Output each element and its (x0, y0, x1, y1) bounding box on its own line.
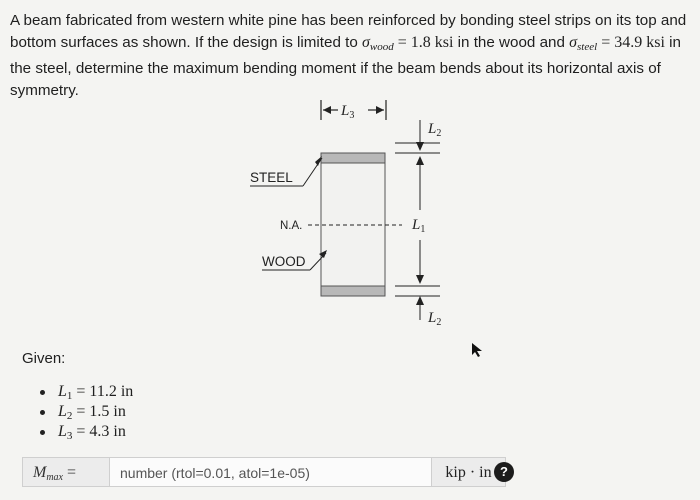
sigma-wood-symbol: σ (362, 34, 370, 51)
neutral-axis-label: N.A. (280, 220, 303, 232)
problem-text-3: in the steel, determine the maximum bending moment if the beam bends about its horizontal axis of symmetry. (10, 34, 681, 99)
dim-L2-top-label: $L_2$ (428, 121, 442, 139)
dim-right (395, 120, 441, 328)
given-list (40, 382, 133, 442)
beam-cross-section-figure (240, 98, 470, 338)
bottom-steel-strip (321, 286, 385, 296)
dim-L2-bottom-label: $L_2$ (428, 310, 442, 328)
given-label: Given: (22, 350, 66, 367)
sigma-steel-sub: steel (577, 41, 598, 53)
sigma-steel-value: = 34.9 ksi (597, 34, 665, 51)
dim-L3-label: $L_3$ (341, 103, 355, 121)
help-icon[interactable]: ? (494, 462, 514, 482)
sigma-wood-sub: wood (369, 41, 394, 53)
given-item-L3: L3 = 4.3 in (40, 422, 133, 442)
mouse-cursor-icon (470, 342, 484, 358)
answer-input[interactable]: number (rtol=0.01, atol=1e-05) (110, 457, 432, 487)
given-item-L1: L1 = 11.2 in (40, 382, 133, 402)
given-item-L2: L2 = 1.5 in (40, 402, 133, 422)
steel-label: STEEL (250, 170, 293, 185)
problem-text-1: A beam fabricated from western white pine has been reinforced by bonding steel strips on its top and bottom surfaces as shown. If the design is limited to (10, 12, 687, 51)
answer-label: Mmax = (22, 457, 110, 487)
dim-L1-label: $L_1$ (412, 217, 426, 235)
problem-statement (10, 10, 694, 102)
wood-label: WOOD (262, 254, 306, 269)
answer-unit: kip · in (432, 457, 506, 487)
sigma-wood-value: = 1.8 ksi (393, 34, 454, 51)
problem-text-2: in the wood and (453, 34, 570, 51)
answer-row (22, 457, 682, 489)
dim-L3 (321, 100, 386, 121)
top-steel-strip (321, 153, 385, 163)
sigma-steel-symbol: σ (569, 34, 578, 51)
